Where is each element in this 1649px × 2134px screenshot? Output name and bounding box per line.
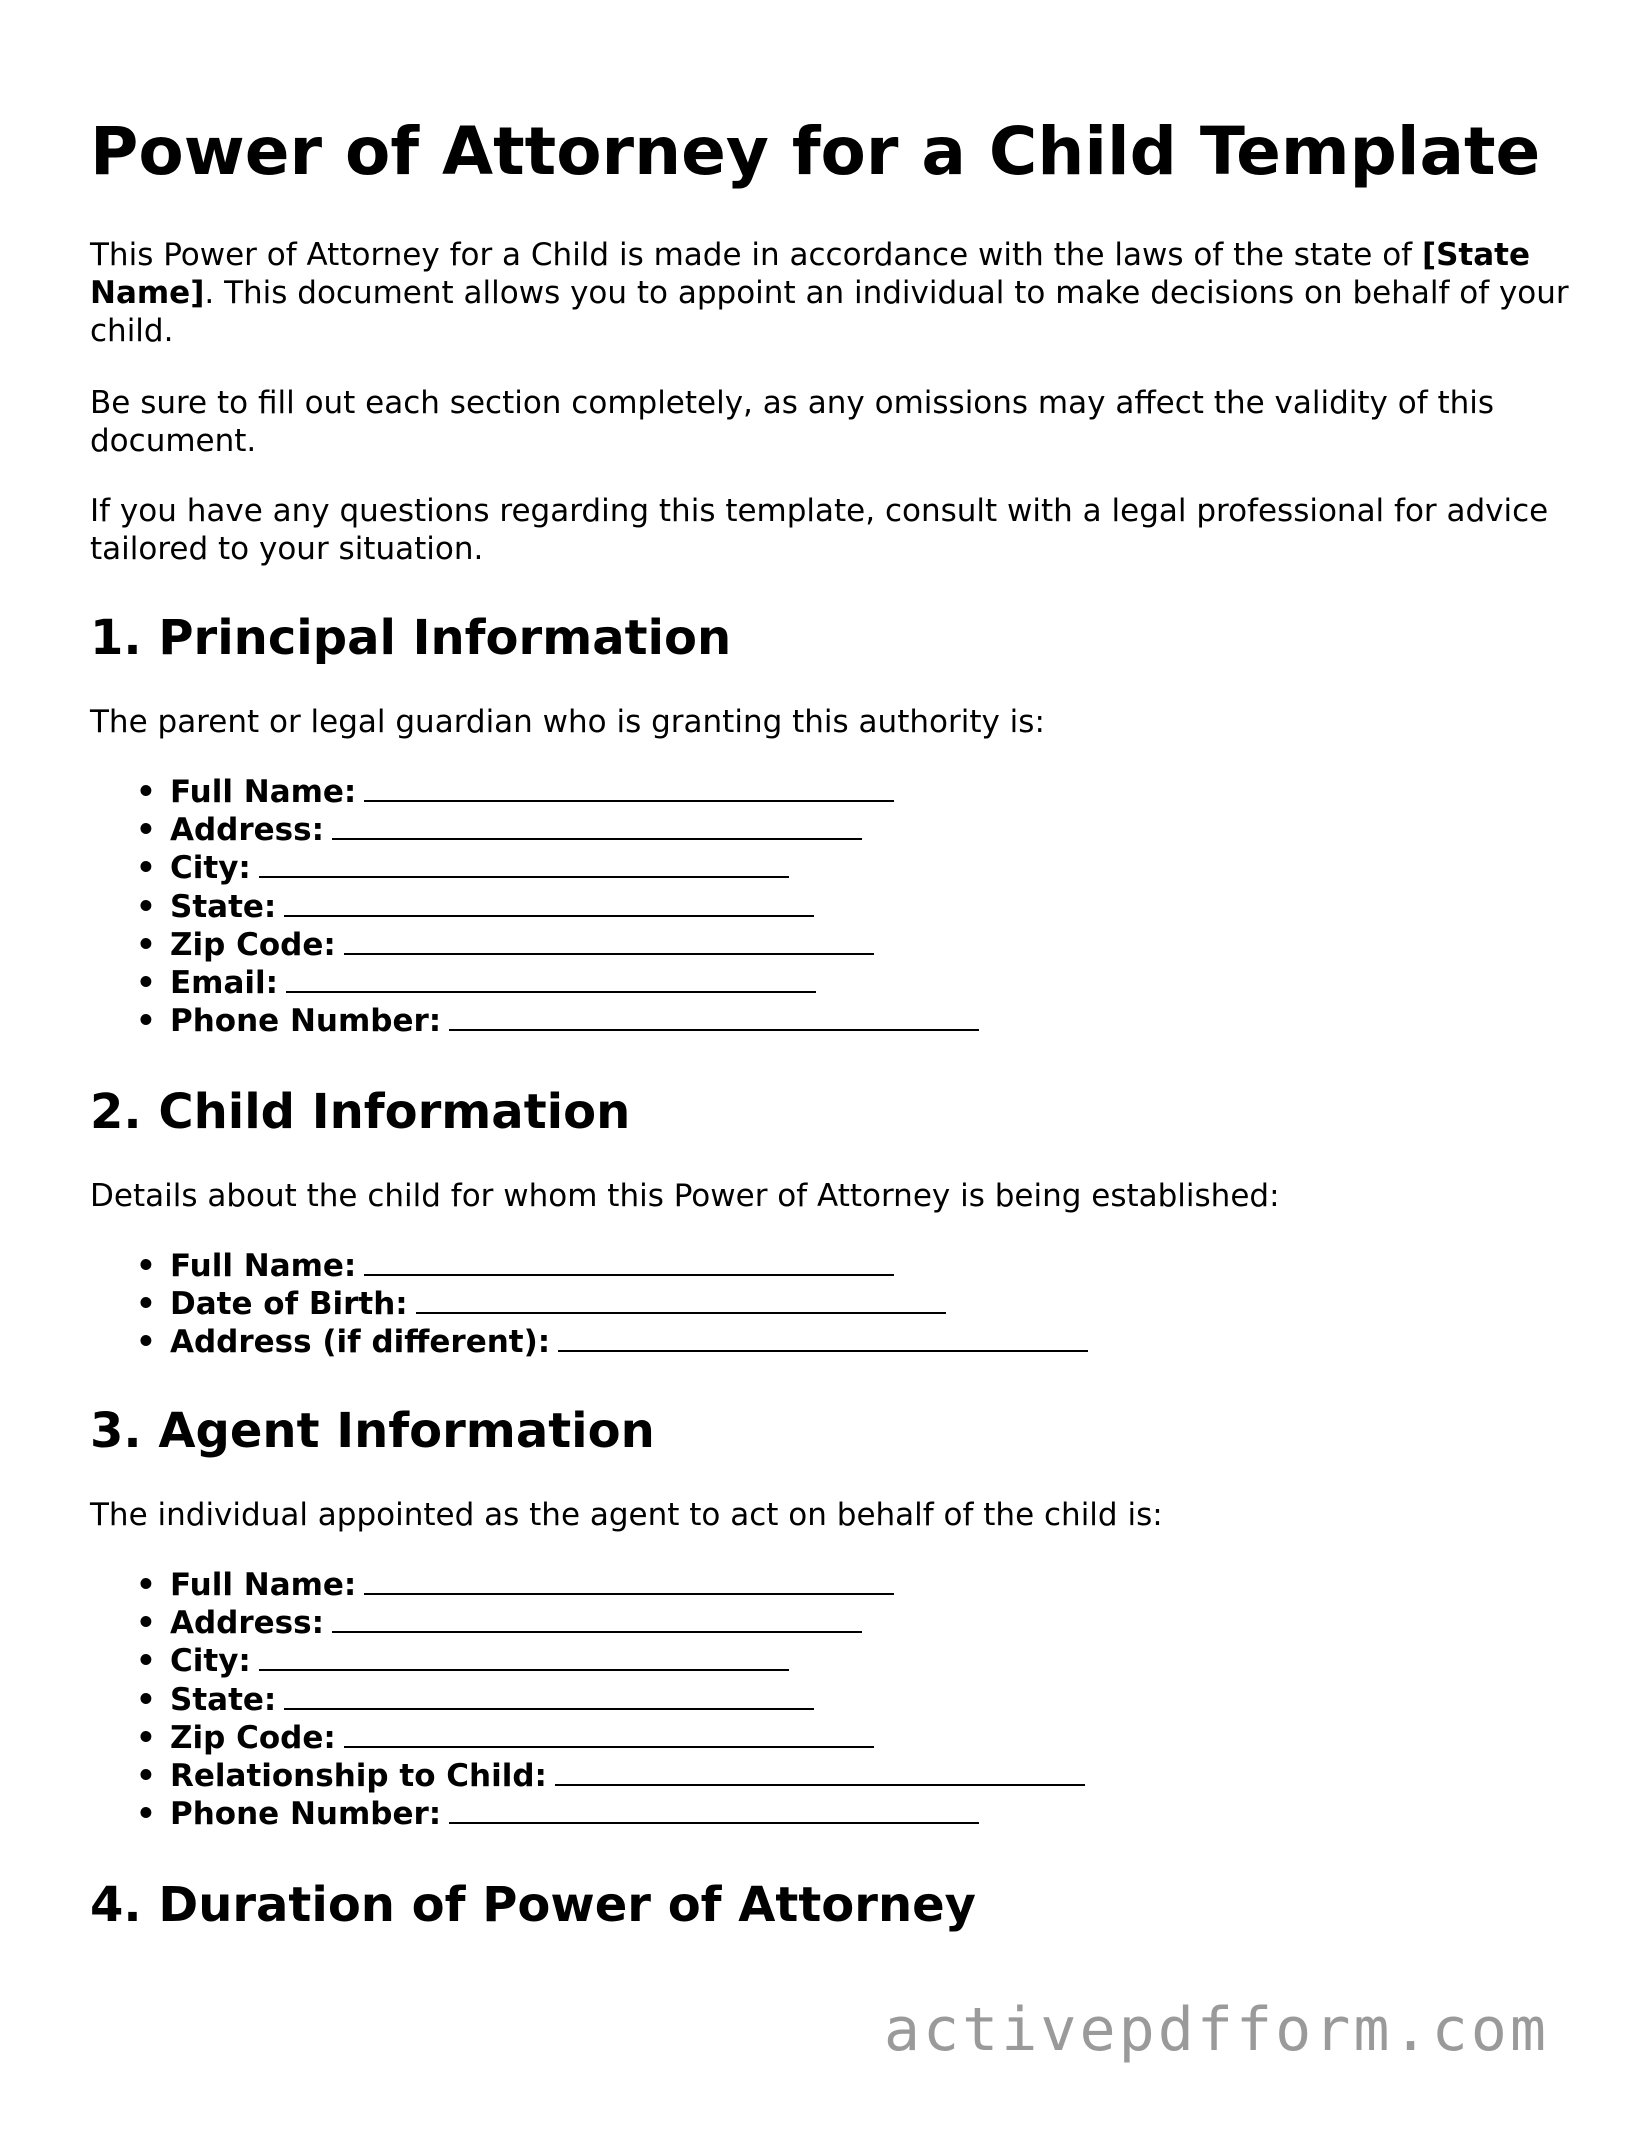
list-item [170,1566,1570,1604]
section-text: The parent or legal guardian who is granting this authority is: [90,704,1045,740]
fill-in-line[interactable] [364,774,894,802]
fill-in-line[interactable] [284,1682,814,1710]
section-child [90,1082,1570,1362]
fill-in-line[interactable] [449,1003,979,1031]
intro-paragraph-1 [90,236,1570,350]
fill-in-line[interactable] [416,1286,946,1314]
section-principal [90,608,1570,1040]
list-item [170,1681,1570,1719]
field-label: Full Name: [170,774,357,810]
fill-in-line[interactable] [332,812,862,840]
intro-paragraph-2 [90,384,1570,460]
list-item [170,1604,1570,1642]
field-label: Email: [170,965,279,1002]
fill-in-line[interactable] [449,1796,979,1824]
section-heading: 2. Child Information [90,1084,631,1140]
section-heading: 4. Duration of Power of Attorney [90,1877,976,1933]
field-label: State: [170,1681,277,1718]
child-field-list [90,1247,1570,1362]
fill-in-line[interactable] [286,965,816,993]
list-item [170,1285,1570,1323]
list-item [170,1719,1570,1757]
field-label: Phone Number: [170,1003,442,1040]
fill-in-line[interactable] [284,889,814,917]
intro-p3-text: If you have any questions regarding this template, consult with a legal professional for advice tailored to your situation. [90,493,1549,567]
list-item [170,1323,1570,1361]
fill-in-line[interactable] [344,1720,874,1748]
field-label: Date of Birth: [170,1286,408,1323]
section-text: The individual appointed as the agent to act on behalf of the child is: [90,1497,1163,1533]
fill-in-line[interactable] [259,850,789,878]
watermark-text: activepdfform.com [883,1995,1549,2065]
intro-paragraph-3 [90,492,1570,568]
list-item [170,888,1570,926]
field-label: City: [170,850,251,887]
fill-in-line[interactable] [364,1248,894,1276]
agent-field-list [90,1566,1570,1833]
field-label: Address: [170,812,324,849]
fill-in-line[interactable] [332,1605,862,1633]
section-duration [90,1875,1570,1935]
intro-p2-text: Be sure to fill out each section completely, as any omissions may affect the validity of this document. [90,385,1495,459]
state-name-placeholder: [State Name] [90,237,1531,311]
list-item [170,1795,1570,1833]
field-label: Address: [170,1605,324,1642]
document-title: Power of Attorney for a Child Template [90,113,1541,190]
fill-in-line[interactable] [364,1567,894,1595]
section-agent [90,1401,1570,1833]
list-item [170,964,1570,1002]
field-label: City: [170,1643,251,1680]
section-text: Details about the child for whom this Power of Attorney is being established: [90,1178,1280,1214]
intro-text-end: . This document allows you to appoint an individual to make decisions on behalf of your child. [90,275,1569,349]
field-label: Relationship to Child: [170,1758,547,1795]
fill-in-line[interactable] [558,1324,1088,1352]
list-item [170,1002,1570,1040]
intro-text-start: This Power of Attorney for a Child is made in accordance with the laws of the state of [90,237,1422,273]
fill-in-line[interactable] [344,927,874,955]
list-item [170,773,1570,811]
field-label: Full Name: [170,1248,357,1284]
list-item [170,849,1570,887]
list-item [170,1757,1570,1795]
fill-in-line[interactable] [555,1758,1085,1786]
field-label: Phone Number: [170,1796,442,1833]
field-label: Zip Code: [170,1719,336,1756]
section-heading: 1. Principal Information [90,610,732,666]
list-item [170,926,1570,964]
fill-in-line[interactable] [259,1643,789,1671]
list-item [170,1642,1570,1680]
field-label: Full Name: [170,1567,357,1603]
principal-field-list [90,773,1570,1040]
list-item [170,1247,1570,1285]
field-label: Address (if different): [170,1324,551,1361]
section-heading: 3. Agent Information [90,1403,655,1459]
field-label: Zip Code: [170,926,336,963]
list-item [170,811,1570,849]
field-label: State: [170,888,277,925]
